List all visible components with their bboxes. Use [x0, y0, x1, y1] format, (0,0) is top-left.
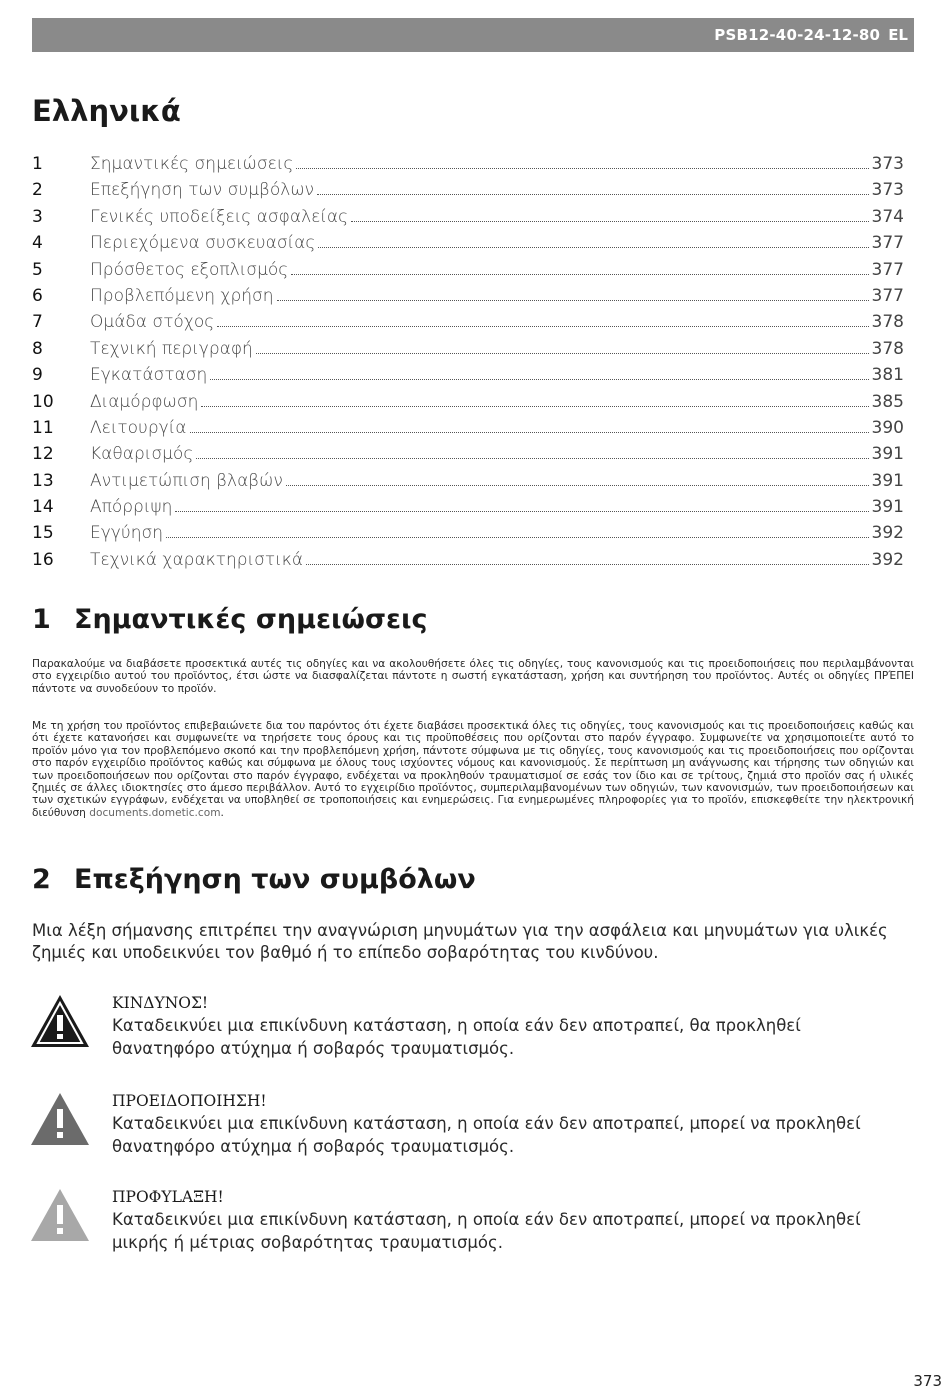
warning-text: Καταδεικνύει μια επικίνδυνη κατάσταση, η οποία εάν δεν αποτραπεί, μπορεί να προκληθεί θανατηφόρο ατύχημα ή σοβαρός τραυματισμός.	[112, 1114, 861, 1156]
toc-page: 381	[871, 365, 904, 386]
header-bar	[32, 18, 914, 52]
danger-text: Καταδεικνύει μια επικίνδυνη κατάσταση, η οποία εάν δεν αποτραπεί, θα προκληθεί θανατηφόρο ατύχημα ή σοβαρός τραυματισμός.	[112, 1016, 801, 1058]
warning-title: ΠΡΟΕΙΔΟΠΟΙΗΣΗ!	[112, 1092, 267, 1110]
danger-warning-icon	[30, 994, 90, 1048]
toc-number: 7	[32, 312, 43, 333]
toc-entry[interactable]	[32, 312, 904, 338]
warning-block	[30, 1092, 905, 1164]
section-title: Επεξήγηση των συμβόλων	[74, 864, 476, 895]
toc-entry[interactable]	[32, 365, 904, 391]
toc-page: 392	[871, 523, 904, 544]
caution-text: Καταδεικνύει μια επικίνδυνη κατάσταση, η οποία εάν δεν αποτραπεί, μπορεί να προκληθεί μικρής ή μέτριας σοβαρότητας τραυματισμός.	[112, 1210, 861, 1252]
toc-page: 391	[871, 444, 904, 465]
toc-number: 15	[32, 523, 54, 544]
toc-leader	[351, 220, 868, 222]
notes-paragraph-2-text: Με τη χρήση του προϊόντος επιβεβαιώνετε δια του παρόντος ότι έχετε διαβάσει προσεκτικά όλες τις οδηγίες, τους κανονισμούς και τις προειδοποιήσεις καθώς και ότι έχετε κατανοήσει και συμφωνείτε να τηρήσετε τους όρους και τις προϋποθέσεις που ορίζονται στο παρόν έγγραφο. Συμφωνείτε να χρησιμοποιείτε αυτό το προϊόν μόνο για τον προβλεπόμενο σκοπό και την προβλεπόμενη χρήση, πάντοτε σύμφωνα με τις οδηγίες, τους κανονισμούς και τις προειδοποιήσεις που ορίζονται στο παρόν εγχειρίδιο προϊόντος καθώς και σύμφωνα με όλους τους ισχύοντες νόμους και κανονισμούς. Σε περίπτωση μη ανάγνωσης και τήρησης των οδηγιών και των προειδοποιήσεων που ορίζονται στο παρόν έγγραφο, ενδέχεται να προκληθούν τραυματισμοί σε εσάς τον ίδιο και σε τρίτους, ζημιά στο προϊόν σας ή υλικές ζημιές σε άλλες ιδιοκτησίες στο άμεσο περιβάλλον. Αυτό το εγχειρίδιο προϊόντος, συμπεριλαμβανομένων των οδηγιών, των κανονισμών, των προειδοποιήσεων και των σχετικών εγγράφων, ενδέχεται να υποβληθεί σε τροποποιήσεις και ενημερώσεις. Για ενημερωμένες πληροφορίες για το προϊόν, επισκεφθείτε την ηλεκτρονική διεύθυνση	[32, 720, 914, 819]
model-code: PSB12-40-24-12-80	[714, 26, 881, 44]
toc-page: 391	[871, 470, 904, 491]
toc-leader	[291, 273, 868, 275]
toc-page: 391	[871, 497, 904, 518]
section-2-heading	[32, 864, 476, 895]
toc-label: Διαμόρφωση	[90, 391, 199, 412]
toc-page: 377	[871, 259, 904, 280]
toc-page: 378	[871, 312, 904, 333]
toc-number: 3	[32, 206, 43, 227]
notes-paragraph-2	[32, 720, 914, 819]
table-of-contents	[32, 154, 904, 576]
toc-entry[interactable]	[32, 260, 904, 286]
danger-block	[30, 994, 905, 1066]
caution-title: ΠΡΟΦΥLΑΞΗ!	[112, 1188, 224, 1206]
section-number: 1	[32, 604, 51, 635]
section-number: 2	[32, 864, 51, 895]
toc-leader	[210, 378, 868, 380]
symbols-intro: Μια λέξη σήμανσης επιτρέπει την αναγνώριση μηνυμάτων για την ασφάλεια και μηνυμάτων για υλικές ζημιές και υποδεικνύει τον βαθμό ή το επίπεδο σοβαρότητας του κινδύνου.	[32, 921, 888, 962]
notes-paragraph-1: Παρακαλούμε να διαβάσετε προσεκτικά αυτές τις οδηγίες και να ακολουθήσετε όλες τις οδηγίες, τους κανονισμούς και τις προειδοποιήσεις που περιλαμβάνονται στο εγχειρίδιο αυτού του προϊόντος, έτσι ώστε να διασφαλίζεται πάντοτε η σωστή εγκατάσταση, χρήση και συντήρηση του προϊόντος. Αυτές οι οδηγίες ΠΡΈΠΕΙ πάντοτε να συνοδεύουν το προϊόν.	[32, 658, 914, 695]
toc-entry[interactable]	[32, 444, 904, 470]
toc-leader	[217, 325, 868, 327]
caution-triangle-icon	[30, 1188, 90, 1242]
toc-page: 373	[871, 154, 904, 174]
toc-label: Πρόσθετος εξοπλισμός	[90, 259, 289, 280]
toc-entry[interactable]	[32, 418, 904, 444]
toc-number: 13	[32, 470, 54, 491]
toc-leader	[201, 405, 868, 407]
section-1-heading	[32, 604, 428, 635]
toc-page: 377	[871, 233, 904, 254]
toc-label: Επεξήγηση των συμβόλων	[90, 180, 315, 201]
toc-number: 9	[32, 365, 43, 386]
danger-title: ΚΙΝΔΥΝΟΣ!	[112, 994, 209, 1012]
language-title: Ελληνικά	[32, 94, 181, 128]
toc-entry[interactable]	[32, 180, 904, 206]
toc-label: Τεχνικά χαρακτηριστικά	[90, 549, 304, 570]
toc-entry[interactable]	[32, 497, 904, 523]
toc-page: 377	[871, 285, 904, 306]
toc-label: Περιεχόμενα συσκευασίας	[90, 233, 316, 254]
toc-label: Ομάδα στόχος	[90, 312, 215, 333]
toc-number: 6	[32, 285, 43, 306]
caution-block	[30, 1188, 905, 1260]
toc-label: Τεχνική περιγραφή	[90, 338, 253, 359]
toc-leader	[286, 484, 869, 486]
toc-entry[interactable]	[32, 339, 904, 365]
toc-label: Σημαντικές σημειώσεις	[90, 154, 294, 174]
toc-number: 11	[32, 417, 54, 438]
toc-leader	[196, 457, 868, 459]
toc-page: 392	[871, 549, 904, 570]
toc-entry[interactable]	[32, 471, 904, 497]
toc-number: 4	[32, 233, 43, 254]
toc-number: 5	[32, 259, 43, 280]
toc-number: 8	[32, 338, 43, 359]
toc-number: 1	[32, 154, 43, 174]
toc-label: Εγγύηση	[90, 523, 164, 544]
toc-page: 373	[871, 180, 904, 201]
toc-page: 378	[871, 338, 904, 359]
toc-page: 385	[871, 391, 904, 412]
toc-leader	[306, 563, 868, 565]
toc-label: Λειτουργία	[90, 417, 187, 438]
toc-number: 10	[32, 391, 54, 412]
toc-leader	[256, 352, 869, 354]
toc-label: Απόρριψη	[90, 497, 173, 518]
toc-entry[interactable]	[32, 550, 904, 576]
toc-number: 2	[32, 180, 43, 201]
section-title: Σημαντικές σημειώσεις	[74, 604, 428, 635]
toc-entry[interactable]	[32, 523, 904, 549]
toc-label: Αντιμετώπιση βλαβών	[90, 470, 283, 491]
notes-paragraph-2-end: .	[220, 806, 224, 819]
toc-label: Προβλεπόμενη χρήση	[90, 285, 274, 306]
toc-page: 374	[871, 206, 904, 227]
toc-label: Εγκατάσταση	[90, 365, 208, 386]
toc-leader	[166, 536, 869, 538]
language-code: EL	[888, 26, 908, 44]
documents-link[interactable]: documents.dometic.com	[89, 806, 221, 819]
toc-leader	[175, 510, 868, 512]
toc-leader	[190, 431, 869, 433]
toc-label: Γενικές υποδείξεις ασφαλείας	[90, 206, 349, 227]
toc-entry[interactable]	[32, 207, 904, 233]
toc-number: 16	[32, 549, 54, 570]
toc-number: 14	[32, 497, 54, 518]
toc-number: 12	[32, 444, 54, 465]
page-number: 373	[913, 1372, 942, 1390]
toc-leader	[318, 246, 868, 248]
toc-leader	[317, 193, 869, 195]
toc-entry[interactable]	[32, 233, 904, 259]
toc-leader	[277, 299, 869, 301]
toc-page: 390	[871, 417, 904, 438]
toc-label: Καθαρισμός	[90, 444, 194, 465]
toc-entry[interactable]	[32, 154, 904, 180]
toc-entry[interactable]	[32, 286, 904, 312]
warning-triangle-icon	[30, 1092, 90, 1146]
toc-leader	[296, 167, 868, 169]
toc-entry[interactable]	[32, 392, 904, 418]
